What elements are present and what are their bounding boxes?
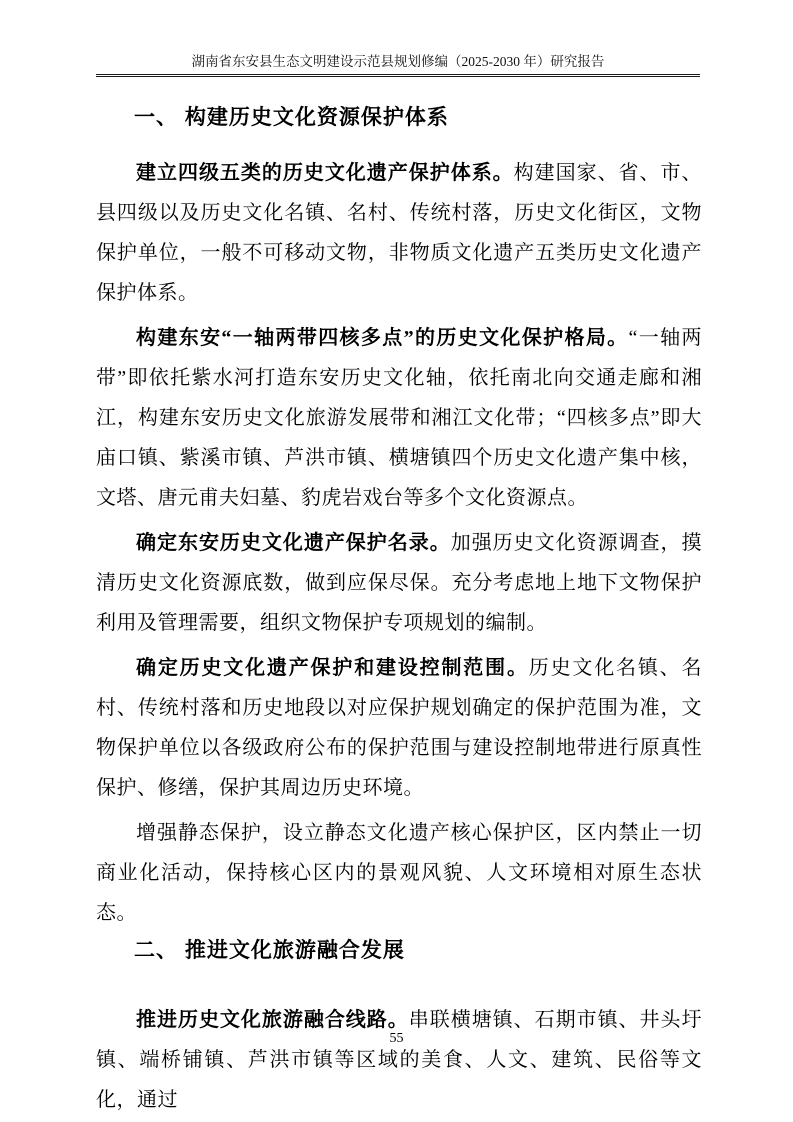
page-number: 55: [389, 1031, 404, 1046]
paragraph-1-lead: 建立四级五类的历史文化遗产保护体系。: [136, 162, 514, 184]
paragraph-4-lead: 确定历史文化遗产保护和建设控制范围。: [136, 657, 529, 679]
page-footer: [0, 1031, 793, 1047]
paragraph-6-lead: 推进历史文化旅游融合线路。: [136, 1009, 409, 1031]
paragraph-5: [96, 813, 702, 933]
paragraph-6-text: 串联横塘镇、石期市镇、井头圩镇、端桥铺镇、芦洪市镇等区域的美食、人文、建筑、民俗等文化，通过: [96, 1009, 702, 1111]
paragraph-4: [96, 648, 702, 808]
document-body: [96, 93, 702, 1122]
paragraph-2-text: “一轴两带”即依托紫水河打造东安历史文化轴，依托南北向交通走廊和湘江，构建东安历史文化旅游发展带和湘江文化带；“四核多点”即大庙口镇、紫溪市镇、芦洪市镇、横塘镇四个历史文化遗产集中核，文塔、唐元甫夫妇墓、豹虎岩戏台等多个文化资源点。: [96, 327, 702, 509]
paragraph-2-lead: 构建东安“一轴两带四核多点”的历史文化保护格局。: [136, 327, 629, 349]
paragraph-3-lead: 确定东安历史文化遗产保护名录。: [136, 532, 451, 554]
paragraph-2: [96, 318, 702, 518]
paragraph-4-text: 历史文化名镇、名村、传统村落和历史地段以对应保护规划确定的保护范围为准，文物保护单位以各级政府公布的保护范围与建设控制地带进行原真性保护、修缮，保护其周边历史环境。: [96, 657, 703, 799]
section-heading-2: 二、 推进文化旅游融合发展: [134, 939, 405, 962]
paragraph-1-text: 构建国家、省、市、县四级以及历史文化名镇、名村、传统村落，历史文化街区，文物保护单位，一般不可移动文物，非物质文化遗产五类历史文化遗产保护体系。: [96, 162, 703, 304]
paragraph-3: [96, 523, 702, 643]
section-heading-1: 一、 构建历史文化资源保护体系: [134, 106, 449, 129]
header-title: 湖南省东安县生态文明建设示范县规划修编（2025-2030 年）研究报告: [191, 54, 605, 69]
running-header: [96, 53, 700, 77]
paragraph-3-text: 加强历史文化资源调查，摸清历史文化资源底数，做到应保尽保。充分考虑地上地下文物保护利用及管理需要，组织文物保护专项规划的编制。: [96, 532, 703, 634]
paragraph-6: [96, 1000, 702, 1120]
paragraph-1: [96, 153, 702, 313]
paragraph-5-text: 增强静态保护，设立静态文化遗产核心保护区，区内禁止一切商业化活动，保持核心区内的景观风貌、人文环境相对原生态状态。: [96, 822, 702, 924]
